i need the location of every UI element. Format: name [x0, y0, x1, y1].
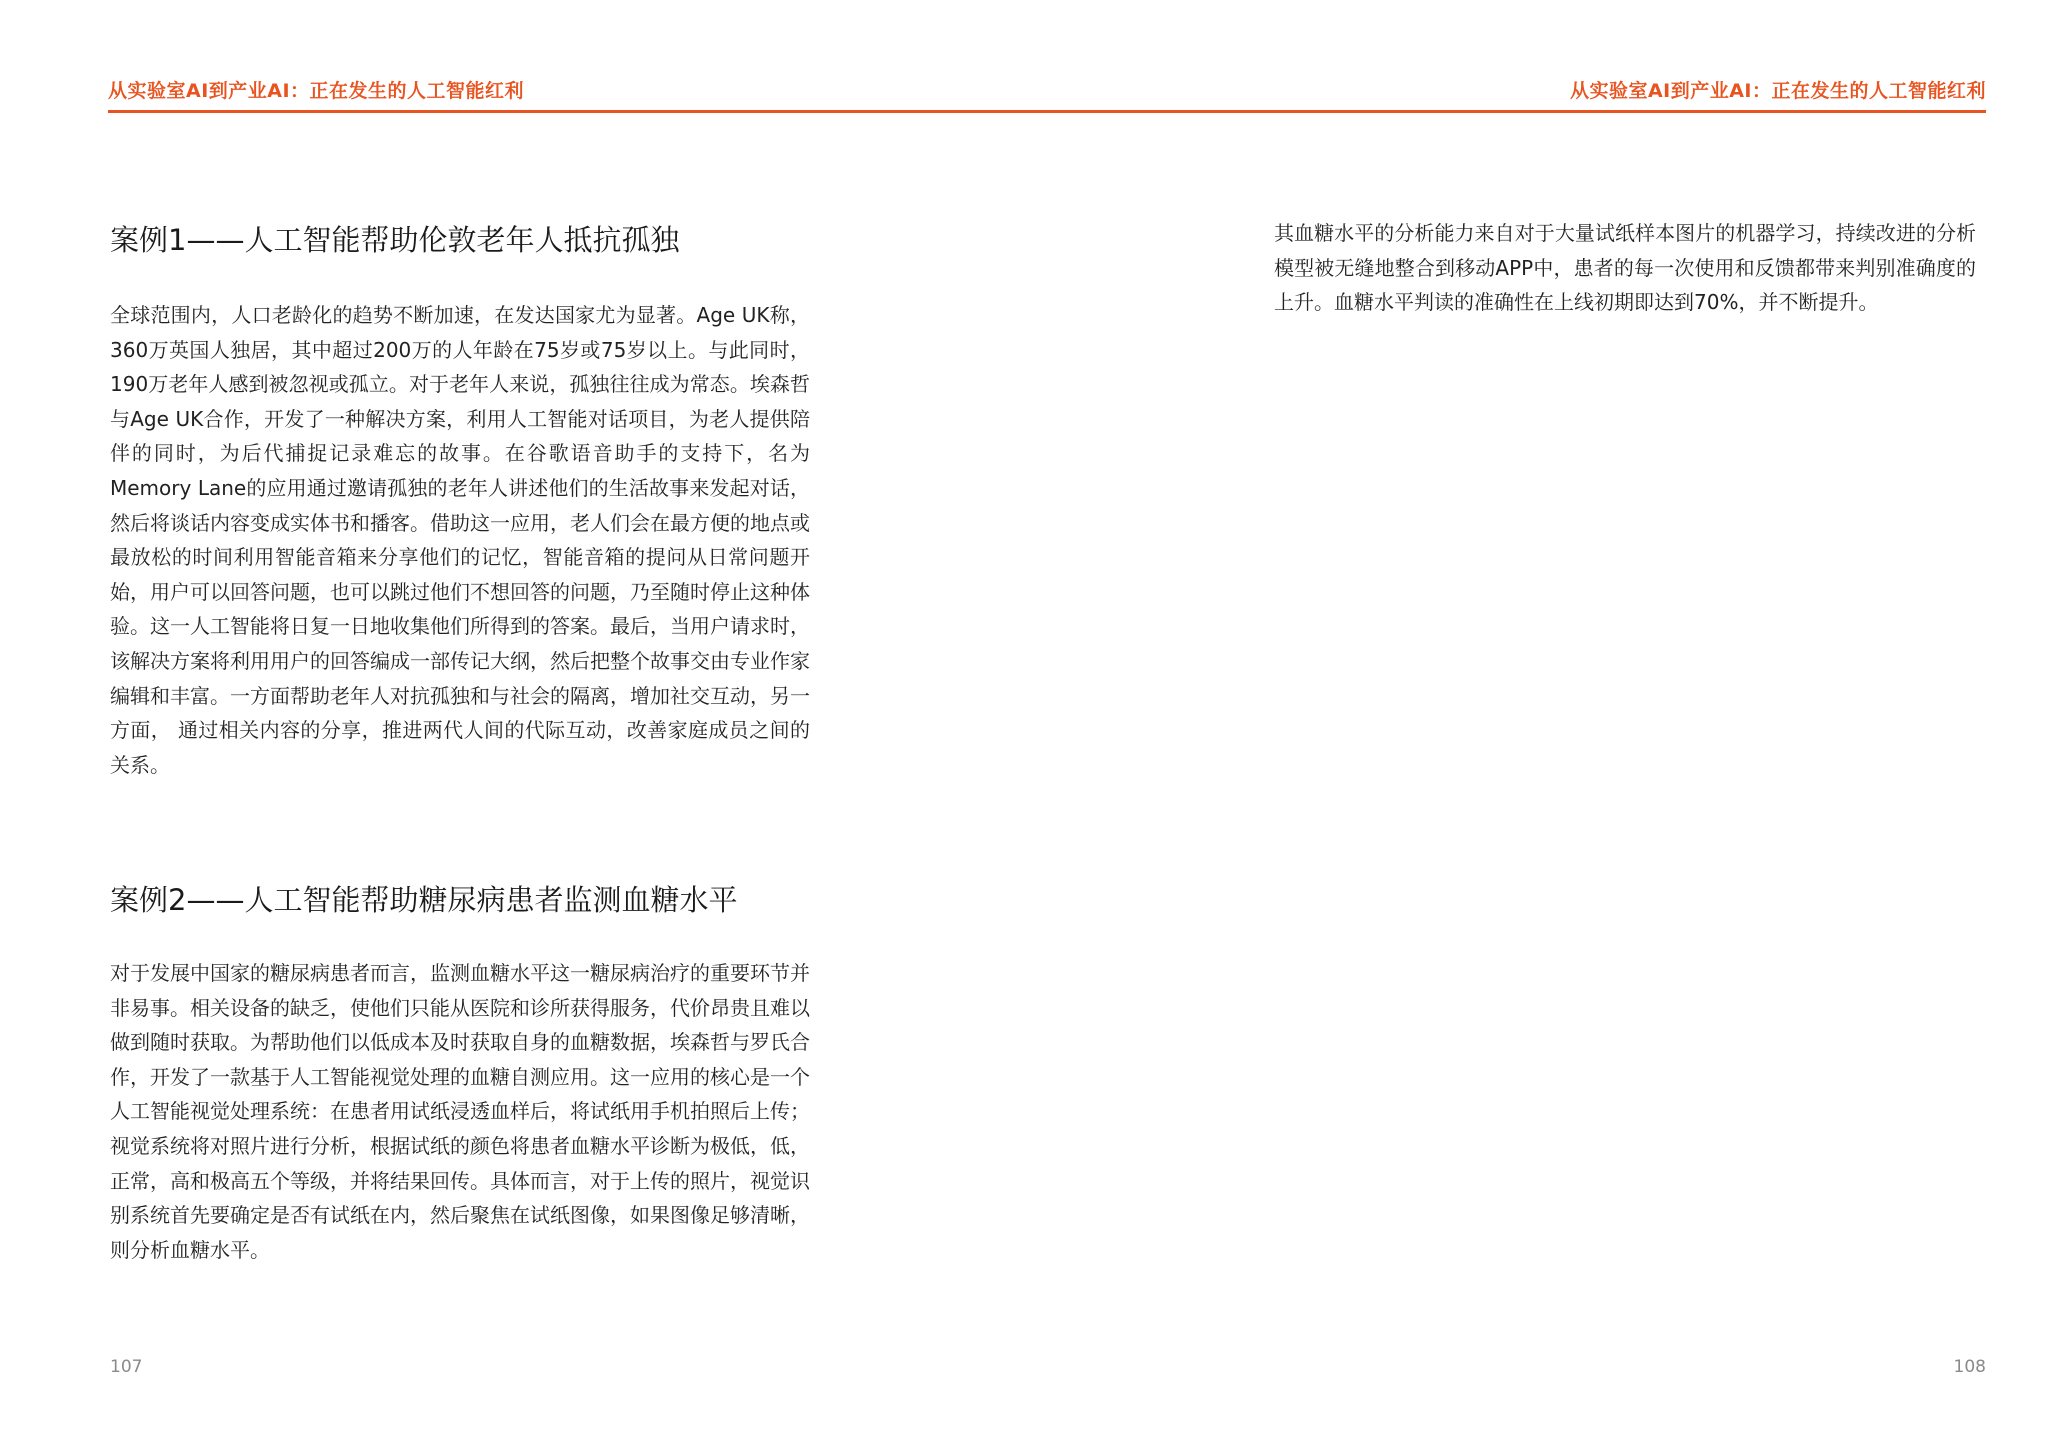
case-2-body: 对于发展中国家的糖尿病患者而言，监测血糖水平这一糖尿病治疗的重要环节并非易事。相关设备的缺乏，使他们只能从医院和诊所获得服务，代价昂贵且难以做到随时获取。为帮助他们以低成本及时获取自身的血糖数据，埃森哲与罗氏合作，开发了一款基于人工智能视觉处理的血糖自测应用。这一应用的核心是一个人工智能视觉处理系统：在患者用试纸浸透血样后，将试纸用手机拍照后上传；视觉系统将对照片进行分析，根据试纸的颜色将患者血糖水平诊断为极低，低，正常，高和极高五个等级，并将结果回传。具体而言，对于上传的照片，视觉识别系统首先要确定是否有试纸在内，然后聚焦在试纸图像，如果图像足够清晰，则分析血糖水平。: [110, 961, 810, 1262]
right-page: [1024, 0, 2048, 1449]
case-1-body: 全球范围内，人口老龄化的趋势不断加速，在发达国家尤为显著。Age UK称，360万英国人独居，其中超过200万的人年龄在75岁或75岁以上。与此同时，190万老年人感到被忽视或孤立。对于老年人来说，孤独往往成为常态。埃森哲与Age UK合作，开发了一种解决方案，利用人工智能对话项目，为老人提供陪伴的同时，为后代捕捉记录难忘的故事。在谷歌语音助手的支持下，名为Memory Lane的应用通过邀请孤独的老年人讲述他们的生活故事来发起对话，然后将谈话内容变成实体书和播客。借助这一应用，老人们会在最方便的地点或最放松的时间利用智能音箱来分享他们的记忆，智能音箱的提问从日常问题开始，用户可以回答问题，也可以跳过他们不想回答的问题，乃至随时停止这种体验。这一人工智能将日复一日地收集他们所得到的答案。最后，当用户请求时，该解决方案将利用用户的回答编成一部传记大纲，然后把整个故事交由专业作家编辑和丰富。一方面帮助老年人对抗孤独和与社会的隔离，增加社交互动，另一方面， 通过相关内容的分享，推进两代人间的代际互动，改善家庭成员之间的关系。: [110, 303, 810, 777]
header-rule-right: [1024, 110, 1986, 113]
running-header-right: 从实验室AI到产业AI：正在发生的人工智能红利: [1569, 80, 1986, 102]
case-1-title: 案例1——人工智能帮助伦敦老年人抵抗孤独: [110, 223, 680, 257]
running-header-left: 从实验室AI到产业AI：正在发生的人工智能红利: [108, 80, 525, 102]
page-number-right: 108: [1953, 1357, 1986, 1377]
case-2-body-continued: 其血糖水平的分析能力来自对于大量试纸样本图片的机器学习，持续改进的分析模型被无缝地整合到移动APP中，患者的每一次使用和反馈都带来判别准确度的上升。血糖水平判读的准确性在上线初期即达到70%，并不断提升。: [1274, 221, 1976, 315]
header-rule-left: [108, 110, 1024, 113]
page-number-left: 107: [110, 1357, 143, 1377]
case-2-title: 案例2——人工智能帮助糖尿病患者监测血糖水平: [110, 883, 738, 917]
